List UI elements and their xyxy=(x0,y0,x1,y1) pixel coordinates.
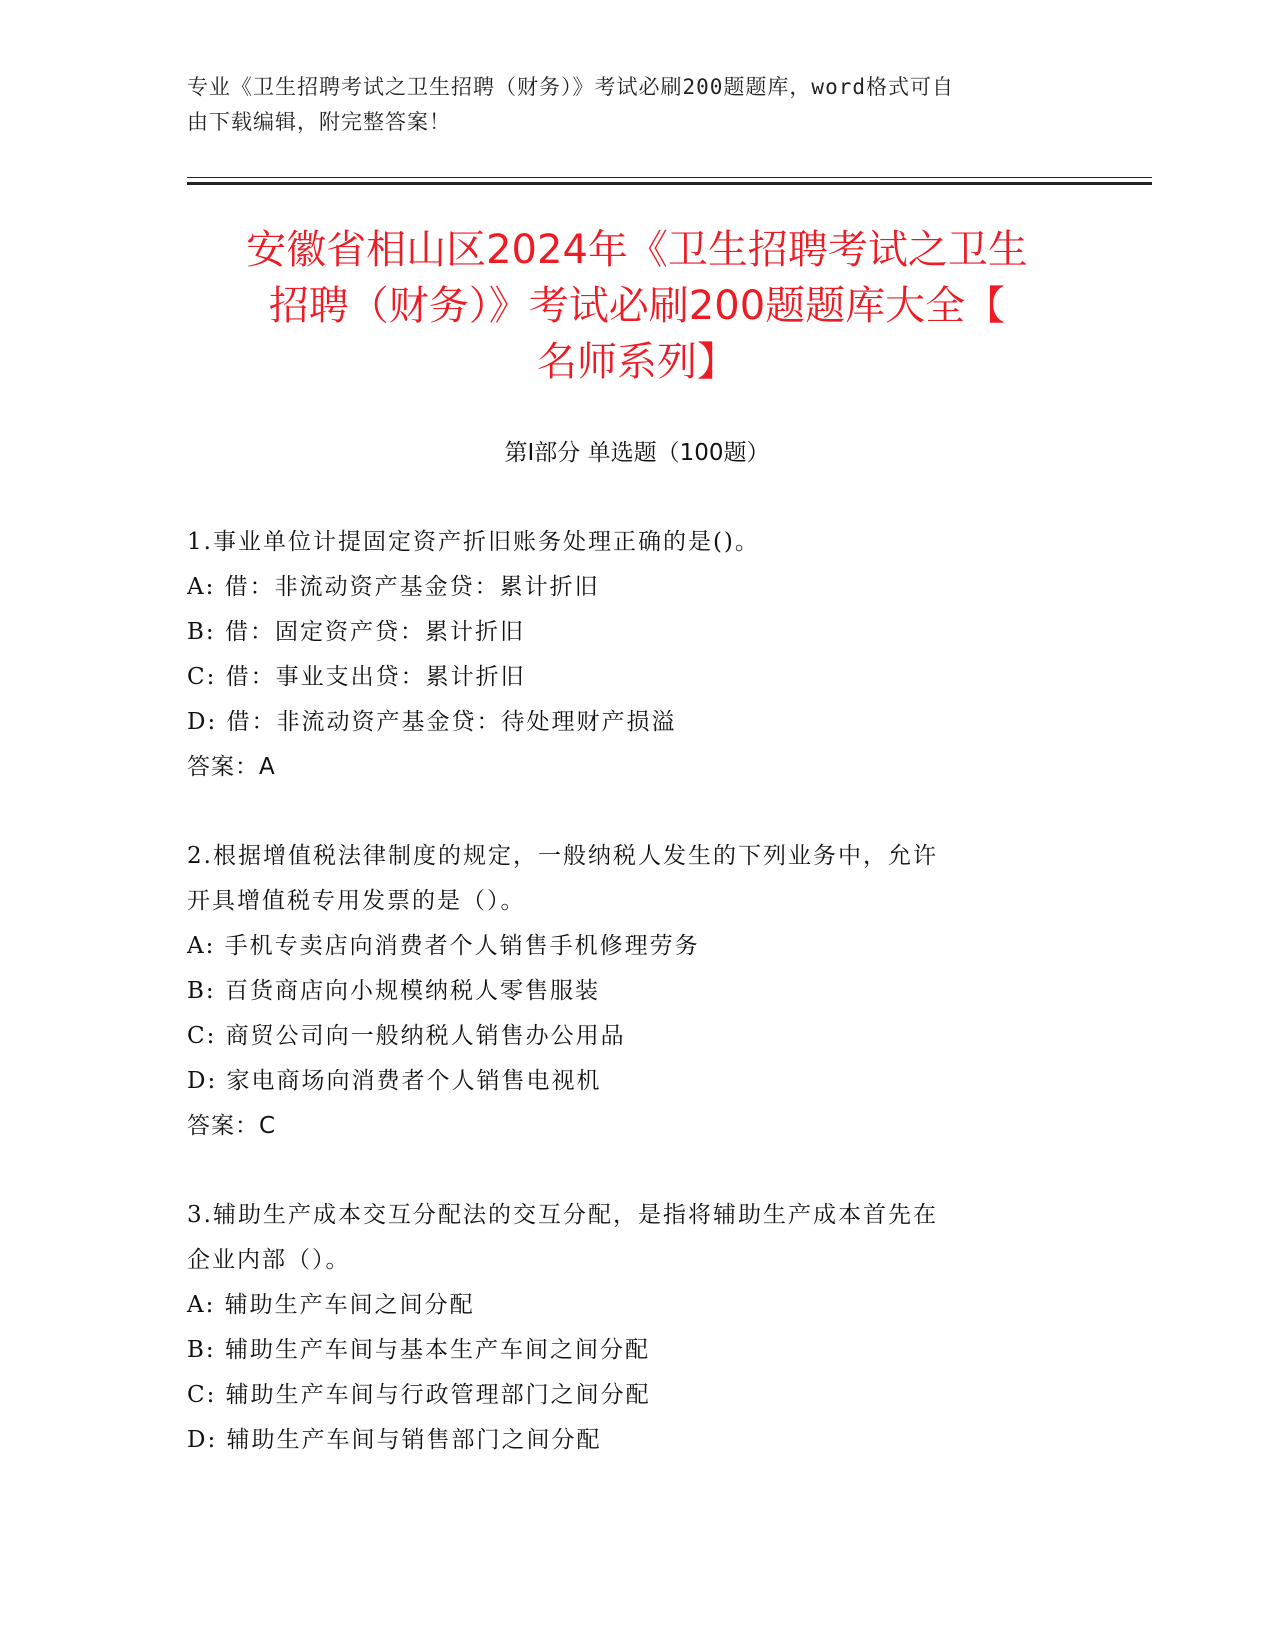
option-c: C: 借：事业支出贷：累计折旧 xyxy=(187,664,526,690)
title-line-3: 名师系列】 xyxy=(537,339,737,385)
option-b: B: 百货商店向小规模纳税人零售服装 xyxy=(187,978,600,1004)
title-line-1: 安徽省相山区2024年《卫生招聘考试之卫生 xyxy=(246,227,1028,273)
option-a: A: 借：非流动资产基金贷：累计折旧 xyxy=(187,574,600,600)
option-d: D: 辅助生产车间与销售部门之间分配 xyxy=(187,1427,602,1453)
answer-line: 答案：C xyxy=(187,1113,277,1139)
title-line-2: 招聘（财务）》考试必刷200题题库大全【 xyxy=(268,283,1006,329)
option-c: C: 辅助生产车间与行政管理部门之间分配 xyxy=(187,1382,651,1408)
question-list xyxy=(187,520,1107,1507)
question-2 xyxy=(187,834,1107,1149)
document-title xyxy=(187,222,1087,390)
header-rule-thin xyxy=(187,177,1152,178)
option-d: D: 家电商场向消费者个人销售电视机 xyxy=(187,1068,602,1094)
question-stem: 3.辅助生产成本交互分配法的交互分配，是指将辅助生产成本首先在 xyxy=(187,1202,938,1228)
option-a: A: 辅助生产车间之间分配 xyxy=(187,1292,475,1318)
option-b: B: 借：固定资产贷：累计折旧 xyxy=(187,619,525,645)
answer-line: 答案：A xyxy=(187,754,276,780)
header-rule-thick xyxy=(187,182,1152,185)
question-3 xyxy=(187,1193,1107,1463)
intro-line-2: 由下载编辑，附完整答案！ xyxy=(187,110,451,134)
question-stem: 2.根据增值税法律制度的规定，一般纳税人发生的下列业务中，允许 xyxy=(187,843,938,869)
question-stem-continued: 开具增值税专用发票的是（）。 xyxy=(187,888,526,914)
question-1 xyxy=(187,520,1107,790)
intro-text xyxy=(187,70,1087,140)
intro-line-1: 专业《卫生招聘考试之卫生招聘（财务）》考试必刷200题题库，word格式可自 xyxy=(187,75,954,99)
section-heading: 第I部分 单选题（100题） xyxy=(504,440,770,466)
option-a: A: 手机专卖店向消费者个人销售手机修理劳务 xyxy=(187,933,700,959)
option-b: B: 辅助生产车间与基本生产车间之间分配 xyxy=(187,1337,650,1363)
question-stem-continued: 企业内部（）。 xyxy=(187,1247,351,1273)
question-stem: 1.事业单位计提固定资产折旧账务处理正确的是()。 xyxy=(187,529,760,555)
option-c: C: 商贸公司向一般纳税人销售办公用品 xyxy=(187,1023,626,1049)
option-d: D: 借：非流动资产基金贷：待处理财产损溢 xyxy=(187,709,677,735)
